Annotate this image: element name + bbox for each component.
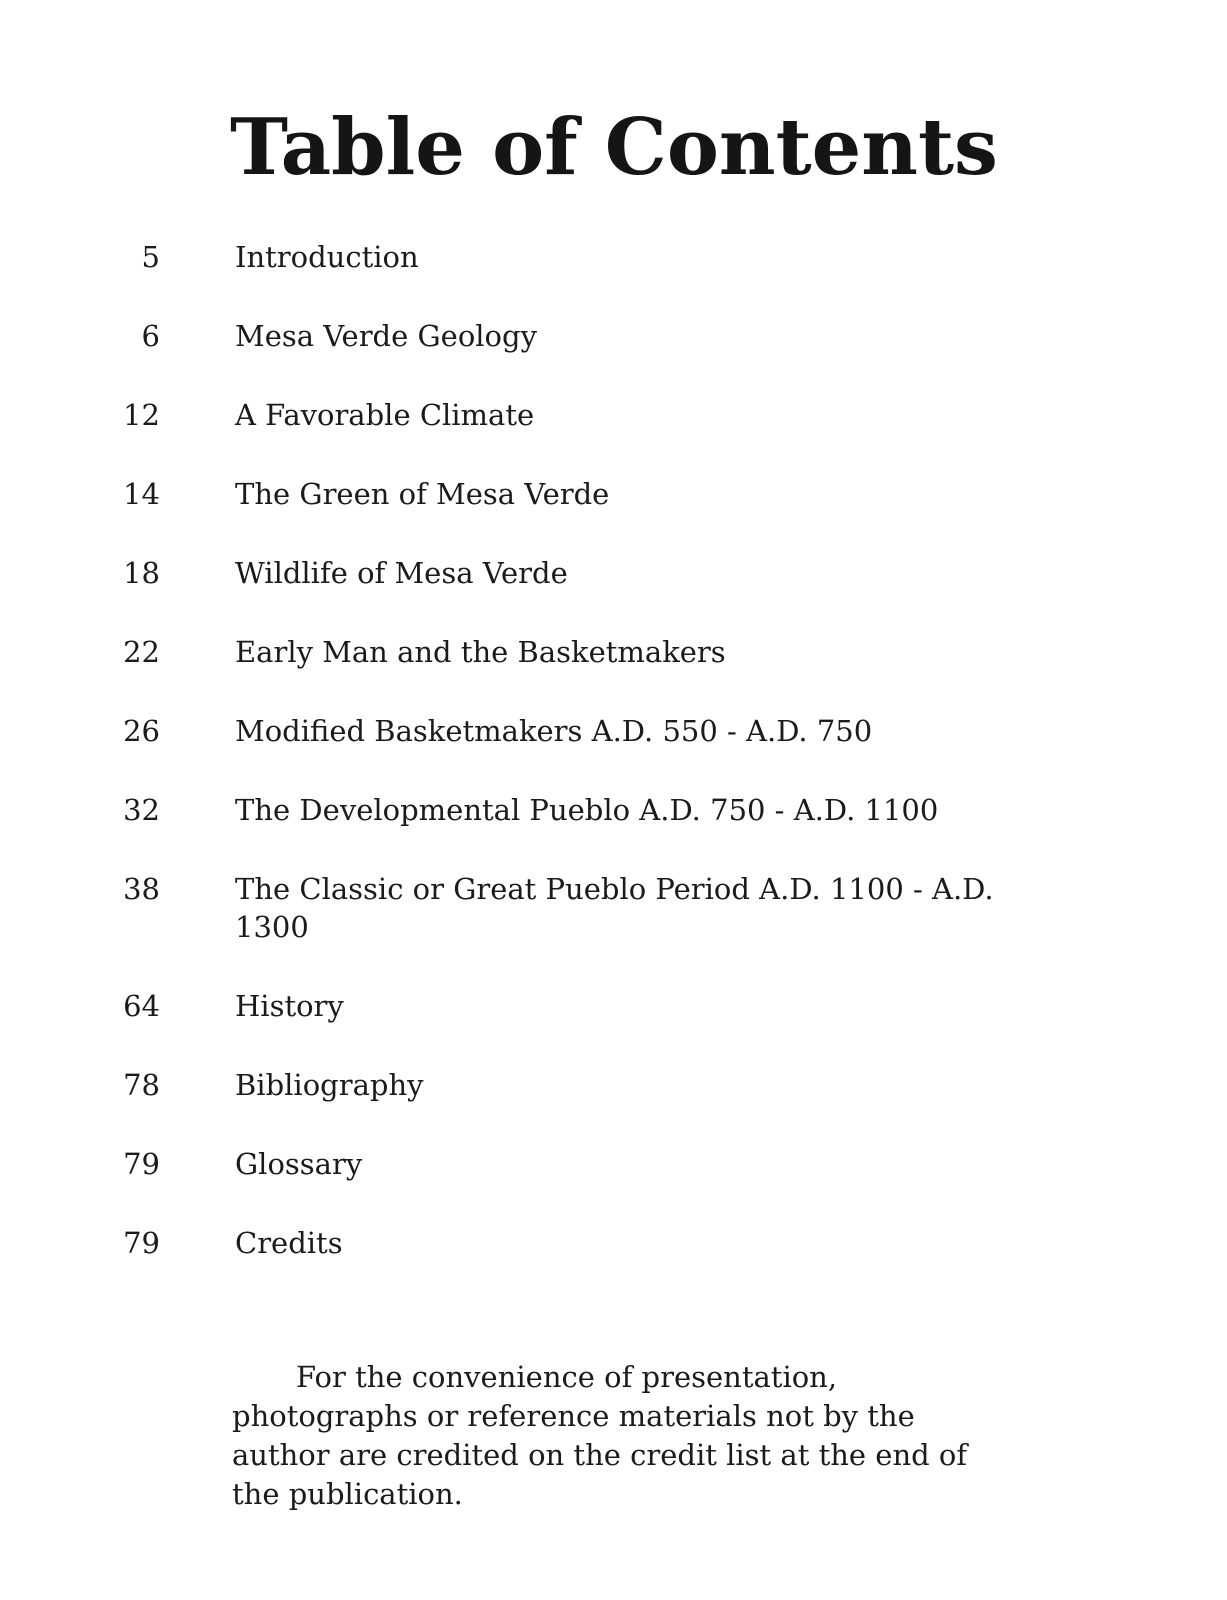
toc-entry-title: The Classic or Great Pueblo Period A.D. 1100 - A.D. 1300: [235, 872, 994, 944]
toc-page-number: 5: [141, 240, 160, 274]
toc-entry: [0, 987, 1227, 1025]
toc-entry: [0, 870, 1227, 946]
toc-entry-title: Early Man and the Basketmakers: [235, 635, 726, 669]
toc-page-number: 38: [123, 872, 160, 906]
toc-entry: [0, 791, 1227, 829]
toc-entry-title: The Green of Mesa Verde: [235, 477, 610, 511]
toc-page-number: 79: [123, 1226, 160, 1260]
toc-page-number: 64: [123, 989, 160, 1023]
toc-page-number: 26: [123, 714, 160, 748]
toc-entry: [0, 238, 1227, 276]
toc-page-number: 6: [141, 319, 160, 353]
table-of-contents-list: [0, 238, 1227, 1303]
toc-entry: [0, 475, 1227, 513]
toc-entry-title: A Favorable Climate: [235, 398, 535, 432]
toc-entry: [0, 1066, 1227, 1104]
toc-entry: [0, 1145, 1227, 1183]
toc-entry-title: Introduction: [235, 240, 419, 274]
toc-page-number: 14: [123, 477, 160, 511]
toc-page-number: 32: [123, 793, 160, 827]
toc-entry-title: Bibliography: [235, 1068, 424, 1102]
toc-page-number: 18: [123, 556, 160, 590]
toc-entry-title: Modified Basketmakers A.D. 550 - A.D. 750: [235, 714, 873, 748]
toc-entry: [0, 633, 1227, 671]
toc-entry: [0, 712, 1227, 750]
toc-page-number: 78: [123, 1068, 160, 1102]
toc-page-number: 12: [123, 398, 160, 432]
presentation-note: For the convenience of presentation, photographs or reference materials not by the author are credited on the credit list at the end of the publication.: [232, 1360, 968, 1511]
toc-entry-title: The Developmental Pueblo A.D. 750 - A.D. 1100: [235, 793, 939, 827]
toc-entry-title: Wildlife of Mesa Verde: [235, 556, 568, 590]
toc-entry: [0, 554, 1227, 592]
toc-entry: [0, 317, 1227, 355]
toc-entry: [0, 1224, 1227, 1262]
toc-entry-title: Mesa Verde Geology: [235, 319, 537, 353]
toc-page-number: 22: [123, 635, 160, 669]
toc-entry-title: Glossary: [235, 1147, 363, 1181]
toc-entry: [0, 396, 1227, 434]
toc-entry-title: History: [235, 989, 344, 1023]
toc-page-number: 79: [123, 1147, 160, 1181]
page-title: Table of Contents: [230, 102, 998, 193]
toc-entry-title: Credits: [235, 1226, 343, 1260]
